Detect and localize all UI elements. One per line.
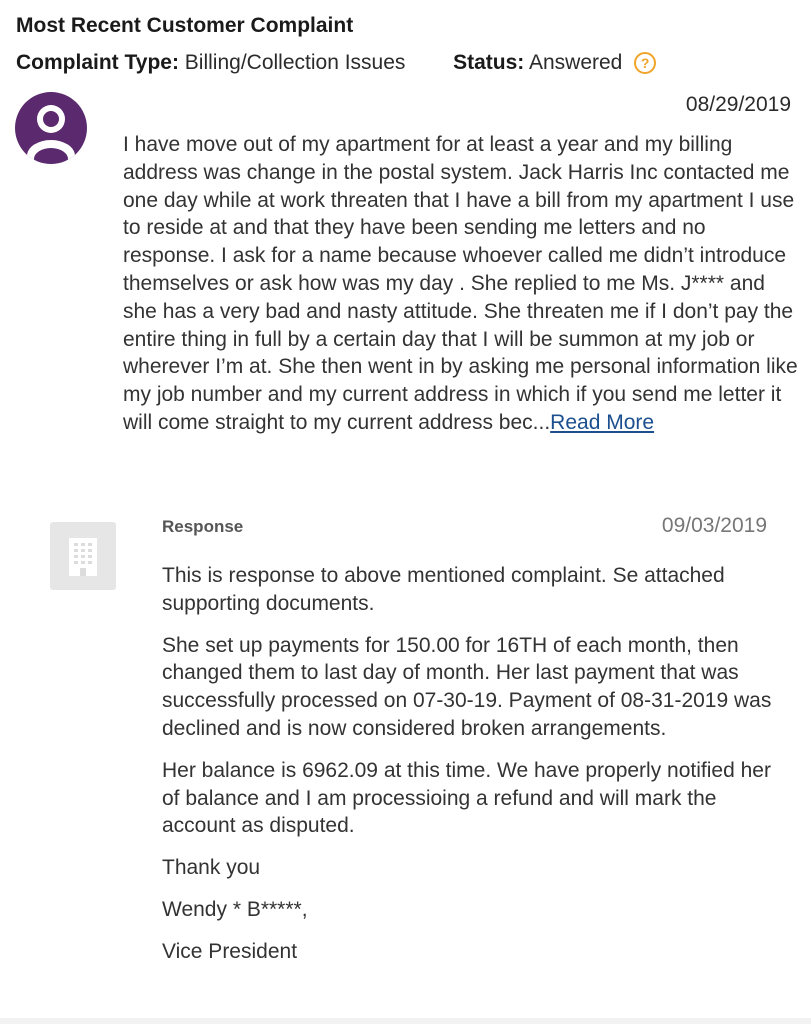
complaint-type-value: Billing/Collection Issues <box>184 51 406 74</box>
complaint-body: I have move out of my apartment for at least a year and my billing address was change in the postal system. Jack Harris Inc contacted me one day while at work threaten that I have a bill from my apartment I use to reside at and that they have been sending me letters and no response. I ask for a name because whoever called me didn’t introduce themselves or ask how was my day . She replied to me Ms. J**** and she has a very bad and nasty attitude. She threaten me if I don’t pay the entire thing in full by a certain day that I will be summon at my job or wherever I’m at. She then went in by asking me personal information like my job number and my current address in which if you send me letter it will come straight to my current address bec... <box>123 133 798 434</box>
user-avatar-icon <box>15 92 87 164</box>
response-body <box>162 562 782 980</box>
complaint-type-label: Complaint Type: <box>16 51 179 74</box>
response-signoff: Thank you <box>162 856 261 880</box>
response-paragraph: This is response to above mentioned complaint. Se attached supporting documents. <box>162 564 725 615</box>
response-paragraph: She set up payments for 150.00 for 16TH of each month, then changed them to last day of month. Her last payment that was successfully processed on 07-30-19. Payment of 08-31-2019 was declined and is now considered broken arrangements. <box>162 633 772 740</box>
status-label: Status: <box>453 51 525 74</box>
bottom-divider <box>0 1018 811 1024</box>
page-title: Most Recent Customer Complaint <box>16 14 354 37</box>
complaint-meta-row <box>16 51 656 75</box>
response-signature-name: Wendy * B*****, <box>162 897 308 921</box>
response-signature-title: Vice President <box>162 939 298 963</box>
read-more-link[interactable]: Read More <box>550 410 655 434</box>
response-paragraph: Her balance is 6962.09 at this time. We have properly notified her of balance and I am processioing a refund and will mark the account as disputed. <box>162 758 771 838</box>
status-value: Answered <box>528 51 623 74</box>
help-icon[interactable]: ? <box>634 52 656 74</box>
response-date: 09/03/2019 <box>661 514 767 537</box>
complaint-text <box>123 131 803 437</box>
response-label: Response <box>162 517 244 536</box>
business-building-icon <box>50 522 116 590</box>
complaint-date: 08/29/2019 <box>685 93 791 116</box>
